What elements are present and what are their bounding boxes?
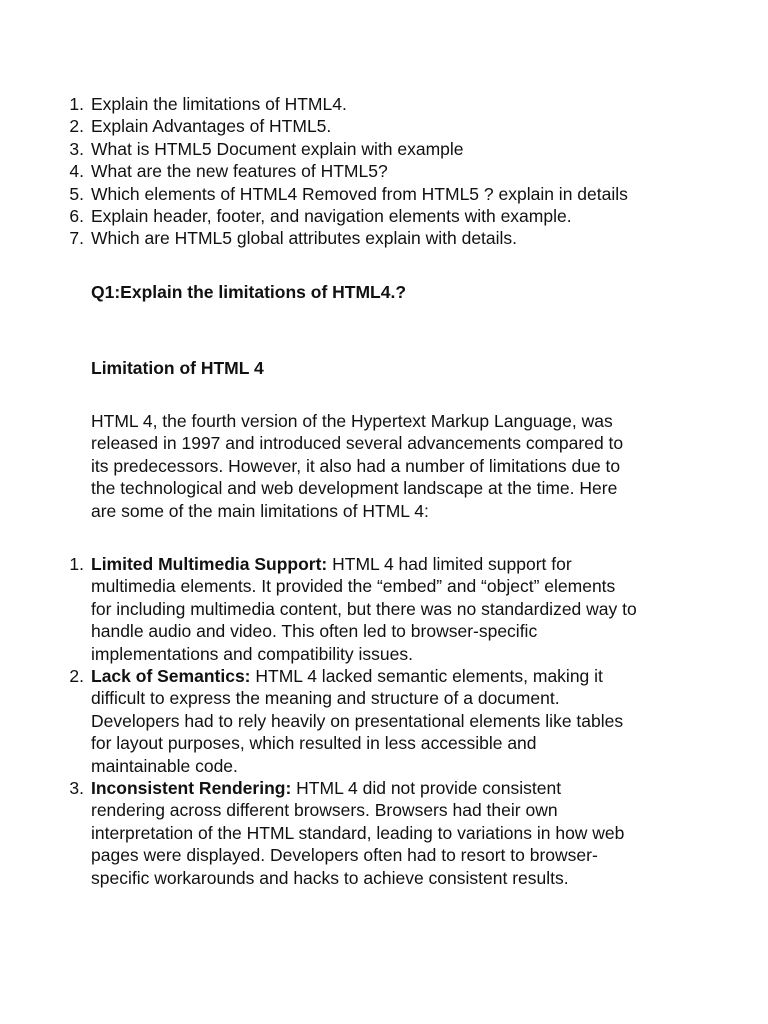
limitation-title: Inconsistent Rendering: (91, 778, 292, 799)
paragraph-line (91, 553, 768, 575)
paragraph-line: interpretation of the HTML standard, leading to variations in how web (91, 822, 625, 843)
question-item (0, 205, 768, 227)
paragraph-line: maintainable code. (91, 755, 238, 776)
paragraph-line: the technological and web development landscape at the time. Here (91, 478, 618, 499)
limitation-number: 3. (69, 778, 84, 799)
question-number: 4. (69, 161, 84, 182)
q1-heading: Q1:Explain the limitations of HTML4.? (91, 282, 407, 302)
limitation-number: 1. (69, 554, 84, 574)
question-item (0, 183, 768, 205)
limitation-item (0, 777, 768, 889)
question-number: 2. (69, 116, 84, 137)
question-number: 1. (69, 94, 84, 114)
paragraph-line (91, 665, 768, 687)
paragraph-line: for layout purposes, which resulted in less accessible and (91, 733, 537, 754)
question-text: Explain the limitations of HTML4. (91, 94, 347, 114)
limitation-title: Lack of Semantics: (91, 666, 251, 687)
paragraph-line (91, 777, 768, 799)
paragraph-line: difficult to express the meaning and structure of a document. (91, 688, 560, 709)
limitation-text: HTML 4 lacked semantic elements, making it (250, 666, 603, 687)
limitation-number: 2. (69, 666, 84, 687)
question-text: Which elements of HTML4 Removed from HTML5 ? explain in details (91, 183, 628, 204)
paragraph-line: handle audio and video. This often led to browser-specific (91, 621, 538, 642)
limitation-text: HTML 4 did not provide consistent (291, 778, 562, 799)
question-item (0, 160, 768, 182)
paragraph-line: specific workarounds and hacks to achieve consistent results. (91, 867, 569, 888)
paragraph-line: released in 1997 and introduced several advancements compared to (91, 433, 624, 454)
question-list (0, 93, 768, 250)
question-number: 6. (69, 205, 84, 226)
question-number: 7. (69, 228, 84, 249)
question-item (0, 93, 768, 115)
section-heading: Limitation of HTML 4 (91, 358, 264, 378)
paragraph-line: Developers had to rely heavily on presentational elements like tables (91, 710, 624, 731)
question-text: What are the new features of HTML5? (91, 161, 388, 182)
limitation-text: HTML 4 had limited support for (327, 554, 572, 574)
question-number: 3. (69, 138, 84, 159)
limitations-list (0, 553, 768, 889)
question-text: What is HTML5 Document explain with example (91, 138, 464, 159)
question-text: Explain header, footer, and navigation elements with example. (91, 205, 572, 226)
paragraph-line: pages were displayed. Developers often had to resort to browser- (91, 845, 598, 866)
limitation-title: Limited Multimedia Support: (91, 554, 328, 574)
question-text: Which are HTML5 global attributes explain with details. (91, 228, 518, 249)
intro-paragraph (91, 410, 701, 522)
limitation-item (0, 553, 768, 665)
limitation-item (0, 665, 768, 777)
paragraph-line: are some of the main limitations of HTML 4: (91, 500, 429, 521)
question-item (0, 115, 768, 137)
paragraph-line: implementations and compatibility issues. (91, 643, 413, 664)
question-number: 5. (69, 183, 84, 204)
question-text: Explain Advantages of HTML5. (91, 116, 332, 137)
paragraph-line: its predecessors. However, it also had a number of limitations due to (91, 455, 621, 476)
paragraph-line: multimedia elements. It provided the “embed” and “object” elements (91, 576, 616, 597)
question-item (0, 138, 768, 160)
question-item (0, 227, 768, 249)
paragraph-line: for including multimedia content, but there was no standardized way to (91, 598, 637, 619)
paragraph-line: rendering across different browsers. Browsers had their own (91, 800, 558, 821)
paragraph-line: HTML 4, the fourth version of the Hypertext Markup Language, was (91, 411, 613, 431)
